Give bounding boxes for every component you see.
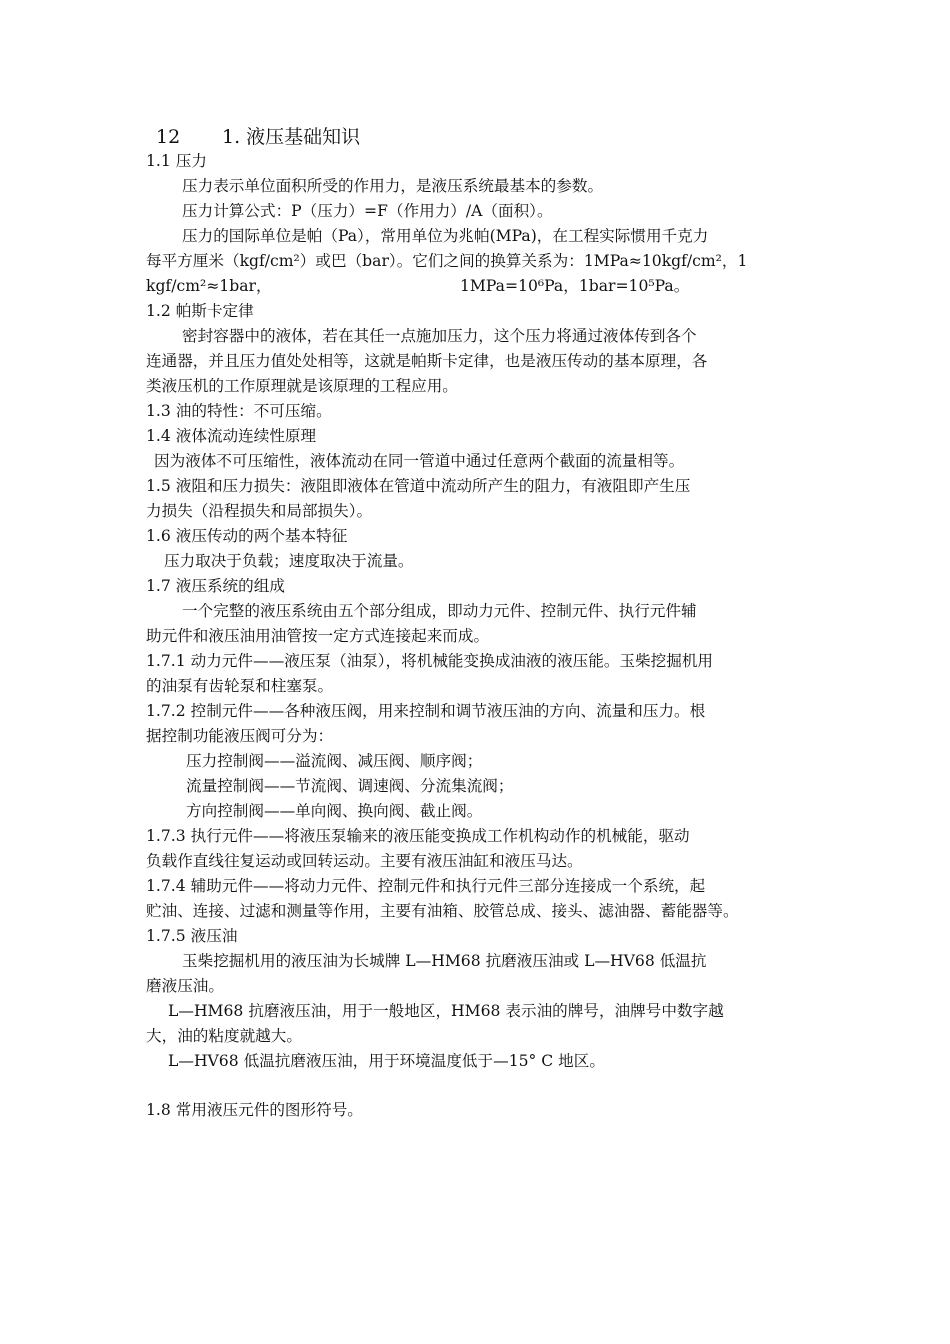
text-line: 每平方厘米（kgf/cm²）或巴（bar）。它们之间的换算关系为：1MPa≈10kgf/cm²，1 — [146, 252, 748, 270]
text-line: 1.7 液压系统的组成 — [146, 577, 285, 595]
text-line: 方向控制阀——单向阀、换向阀、截止阀。 — [186, 802, 483, 820]
text-line: 类液压机的工作原理就是该原理的工程应用。 — [146, 377, 458, 395]
text-line: 1.3 油的特性：不可压缩。 — [146, 402, 332, 420]
text-line: L—HM68 抗磨液压油，用于一般地区，HM68 表示油的牌号，油牌号中数字越 — [168, 1002, 724, 1020]
text-line: 玉柴挖掘机用的液压油为长城牌 L—HM68 抗磨液压油或 L—HV68 低温抗 — [182, 952, 707, 970]
text-line: 连通器，并且压力值处处相等，这就是帕斯卡定律，也是液压传动的基本原理，各 — [146, 352, 708, 370]
text-line: 压力取决于负载；速度取决于流量。 — [164, 552, 414, 570]
text-line: 大，油的粘度就越大。 — [146, 1027, 302, 1045]
text-line: 一个完整的液压系统由五个部分组成，即动力元件、控制元件、执行元件辅 — [182, 602, 697, 620]
text-line: 压力控制阀——溢流阀、减压阀、顺序阀； — [186, 752, 483, 770]
section-number: 12 — [156, 126, 181, 148]
text-line: 1.6 液压传动的两个基本特征 — [146, 527, 348, 545]
text-line: 因为液体不可压缩性，液体流动在同一管道中通过任意两个截面的流量相等。 — [154, 452, 685, 470]
text-line: L—HV68 低温抗磨液压油，用于环境温度低于—15° C 地区。 — [168, 1052, 605, 1070]
text-line: 1.2 帕斯卡定律 — [146, 302, 254, 320]
text-line: 1MPa=10⁶Pa，1bar=10⁵Pa。 — [460, 277, 690, 295]
text-line: 1.8 常用液压元件的图形符号。 — [146, 1101, 363, 1119]
text-line: 压力的国际单位是帕（Pa），常用单位为兆帕(MPa)，在工程实际惯用千克力 — [182, 227, 709, 245]
text-line: 负载作直线往复运动或回转运动。主要有液压油缸和液压马达。 — [146, 852, 583, 870]
text-line: 压力表示单位面积所受的作用力，是液压系统最基本的参数。 — [182, 177, 604, 195]
text-line: 力损失（沿程损失和局部损失）。 — [146, 502, 373, 520]
text-line: 贮油、连接、过滤和测量等作用，主要有油箱、胶管总成、接头、滤油器、蓄能器等。 — [146, 902, 739, 920]
text-line: 1.7.2 控制元件——各种液压阀，用来控制和调节液压油的方向、流量和压力。根 — [146, 702, 706, 720]
text-line: 1.7.4 辅助元件——将动力元件、控制元件和执行元件三部分连接成一个系统，起 — [146, 877, 706, 895]
text-line: 磨液压油。 — [146, 977, 224, 995]
text-line: 1.5 液阻和压力损失：液阻即液体在管道中流动所产生的阻力，有液阻即产生压 — [146, 477, 691, 495]
text-line: 1.4 液体流动连续性原理 — [146, 427, 317, 445]
text-line: 流量控制阀——节流阀、调速阀、分流集流阀； — [186, 777, 514, 795]
text-line: 压力计算公式：P（压力）=F（作用力）/A（面积）。 — [182, 202, 553, 220]
text-line: 助元件和液压油用油管按一定方式连接起来而成。 — [146, 627, 490, 645]
page-title: 1. 液压基础知识 — [222, 126, 361, 148]
text-line: 据控制功能液压阀可分为： — [146, 727, 334, 745]
text-line: 密封容器中的液体，若在其任一点施加压力，这个压力将通过液体传到各个 — [182, 327, 697, 345]
text-line: 1.1 压力 — [146, 152, 207, 170]
text-line: 1.7.1 动力元件——液压泵（油泵），将机械能变换成油液的液压能。玉柴挖掘机用 — [146, 652, 714, 670]
text-line: 1.7.5 液压油 — [146, 927, 238, 945]
text-line: kgf/cm²≈1bar， — [146, 277, 272, 295]
text-line: 的油泵有齿轮泵和柱塞泵。 — [146, 677, 334, 695]
text-line: 1.7.3 执行元件——将液压泵输来的液压能变换成工作机构动作的机械能，驱动 — [146, 827, 690, 845]
